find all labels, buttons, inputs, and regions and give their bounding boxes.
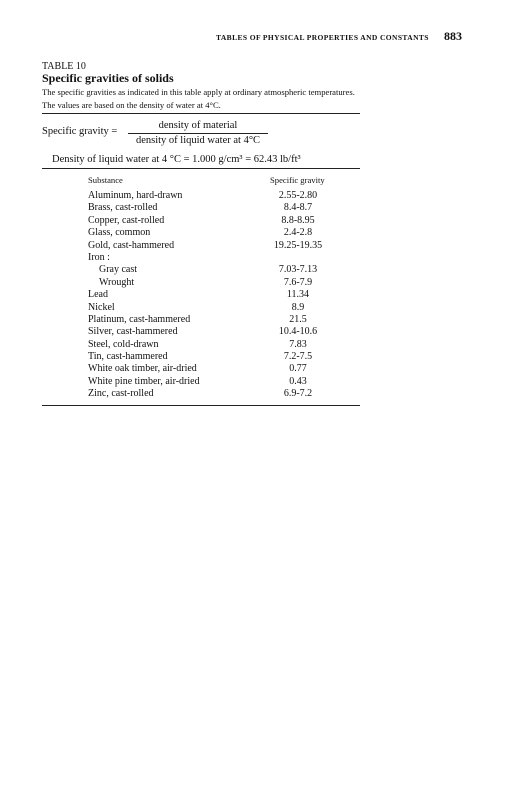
specific-gravity-value: 7.2-7.5 [283, 351, 313, 363]
specific-gravity-value: 8.9 [291, 301, 305, 313]
table-row [88, 388, 358, 400]
substance-name: Gray cast [99, 264, 138, 276]
top-rule [42, 113, 360, 114]
table-row [88, 190, 358, 202]
page-number: 883 [444, 29, 462, 43]
specific-gravity-value: 7.6-7.9 [283, 276, 313, 288]
specific-gravity-value: 19.25-19.35 [273, 239, 323, 251]
fraction-bar [128, 133, 268, 134]
specific-gravity-value: 2.4-2.8 [283, 227, 313, 239]
formula-denominator: density of liquid water at 4°C [135, 135, 261, 146]
table-row [88, 351, 358, 363]
substance-name: Steel, cold-drawn [88, 338, 159, 350]
bottom-rule [42, 405, 360, 406]
substance-name: Silver, cast-hammered [88, 326, 178, 338]
specific-gravity-value: 7.83 [289, 338, 307, 350]
header-rule [42, 168, 360, 169]
substance-name: Brass, cast-rolled [88, 202, 158, 214]
table-row [88, 277, 358, 289]
specific-gravity-value: 6.9-7.2 [283, 388, 313, 400]
table-label: TABLE 10 [42, 61, 86, 72]
substance-name: Tin, cast-hammered [88, 351, 168, 363]
table-body [88, 190, 358, 401]
table-row [88, 363, 358, 375]
substance-name: Zinc, cast-rolled [88, 388, 154, 400]
column-header-substance: Substance [88, 175, 123, 185]
specific-gravity-value: 8.4-8.7 [283, 202, 313, 214]
table-row [88, 314, 358, 326]
specific-gravity-value: 0.77 [289, 363, 307, 375]
table-row [88, 252, 358, 264]
water-density-note: Density of liquid water at 4 °C = 1.000 g/cm³ = 62.43 lb/ft³ [52, 154, 301, 165]
table-row [88, 227, 358, 239]
table-row [88, 326, 358, 338]
substance-name: Nickel [88, 301, 115, 313]
table-row [88, 289, 358, 301]
running-head: TABLES OF PHYSICAL PROPERTIES AND CONSTANTS [216, 33, 429, 42]
table-row [88, 202, 358, 214]
substance-name: Copper, cast-rolled [88, 214, 165, 226]
substance-name: Platinum, cast-hammered [88, 313, 191, 325]
specific-gravity-value: 11.34 [286, 289, 310, 301]
table-row [88, 376, 358, 388]
specific-gravity-value: 7.03-7.13 [278, 264, 318, 276]
table-row [88, 302, 358, 314]
substance-name: White oak timber, air-dried [88, 363, 197, 375]
specific-gravity-value: 0.43 [289, 375, 307, 387]
formula-fraction [128, 120, 268, 146]
table-row [88, 240, 358, 252]
table-row [88, 264, 358, 276]
formula-numerator: density of material [158, 120, 238, 131]
table-title: Specific gravities of solids [42, 71, 174, 85]
formula-lhs: Specific gravity = [42, 126, 118, 137]
specific-gravity-value: 10.4-10.6 [278, 326, 318, 338]
substance-name: Gold, cast-hammered [88, 239, 175, 251]
specific-gravity-value: 8.8-8.95 [281, 214, 315, 226]
substance-name: Wrought [99, 276, 135, 288]
specific-gravity-value: 21.5 [289, 313, 307, 325]
substance-name: Lead [88, 289, 108, 301]
substance-name: Aluminum, hard-drawn [88, 190, 183, 201]
column-header-specific-gravity: Specific gravity [270, 175, 325, 185]
specific-gravity-value: 2.55-2.80 [278, 190, 318, 201]
table-row [88, 339, 358, 351]
table-row [88, 215, 358, 227]
substance-name: Iron : [88, 251, 110, 263]
substance-name: White pine timber, air-dried [88, 375, 200, 387]
substance-name: Glass, common [88, 227, 151, 239]
table-description: The specific gravities as indicated in this table apply at ordinary atmospheric temperatures. The values are based on the density of water at 4°C. [42, 87, 355, 110]
